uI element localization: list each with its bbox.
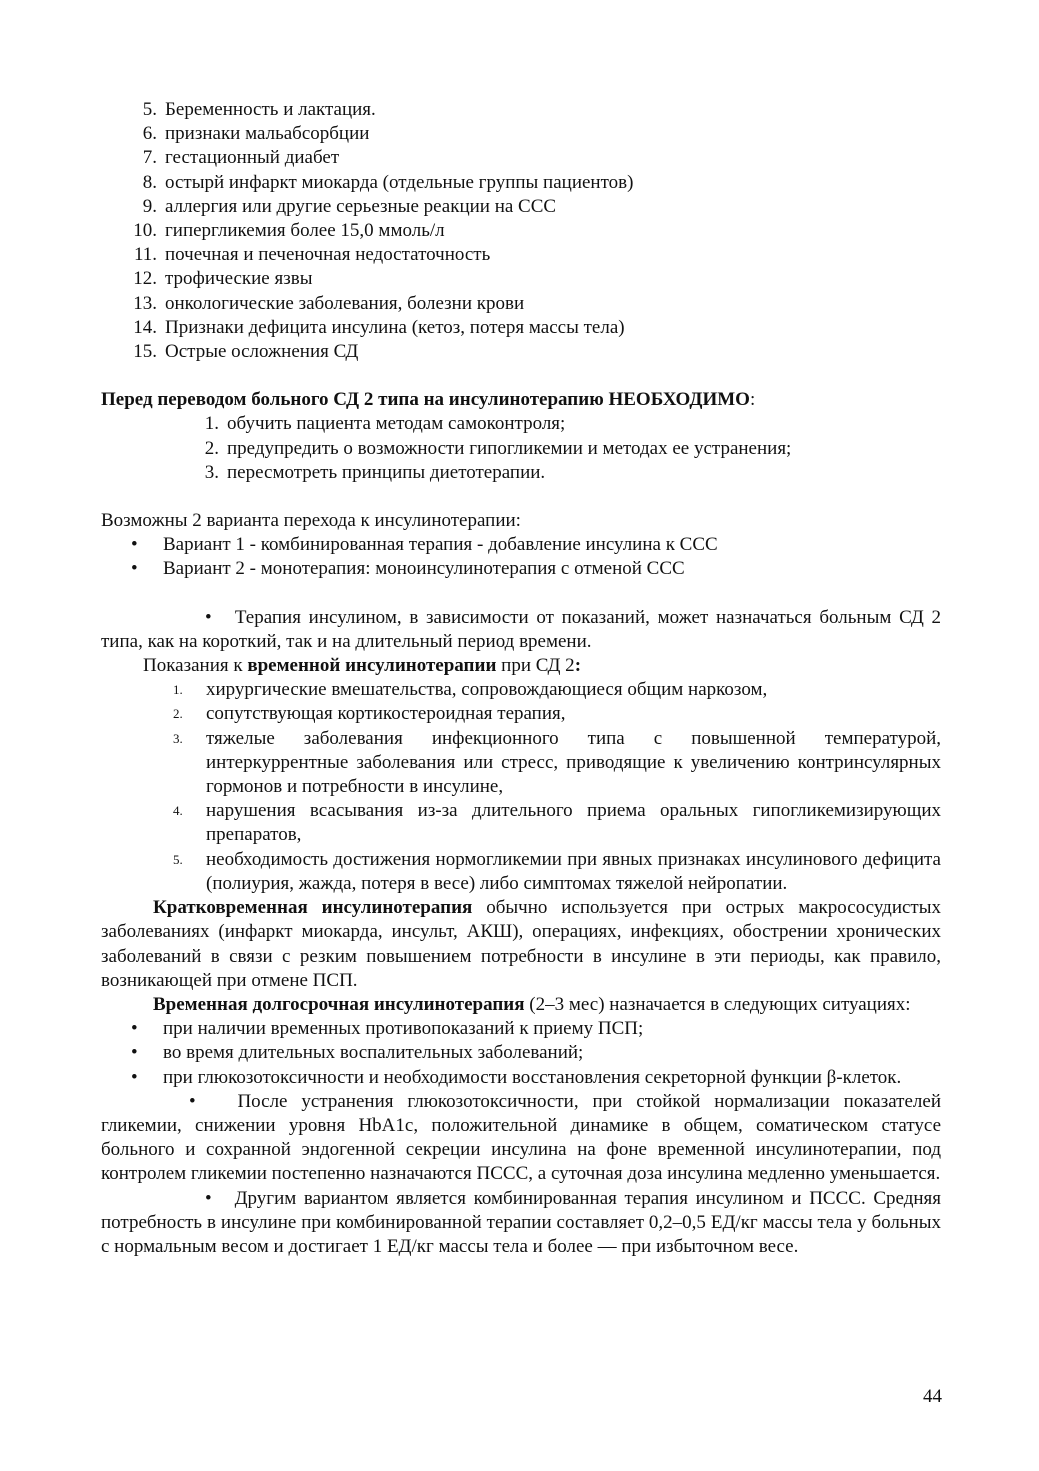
list-item: 4. нарушения всасывания из-за длительного приема оральных гипогликемизирующих препаратов, (173, 800, 941, 846)
list-item: 11. почечная и печеночная недостаточность (133, 244, 491, 266)
bullet-icon: • (205, 1187, 212, 1209)
list-item: 3. пересмотреть принципы диетотерапии. (204, 461, 546, 483)
therapy-paragraph: • Терапия инсулином, в зависимости от показаний, может назначаться больным СД 2 типа, как на короткий, так и на длительный период времени. (101, 606, 942, 652)
list-item: • Вариант 2 - монотерапия: моноинсулинотерапия с отменой ССС (131, 557, 941, 581)
list-item: 6. признаки мальабсорбции (142, 123, 370, 145)
list-item: 2. предупредить о возможности гипогликемии и методах ее устранения; (204, 437, 792, 459)
bullet-icon: • (205, 606, 212, 628)
list-item: 13. онкологические заболевания, болезни крови (133, 292, 525, 314)
bullet-icon: • (131, 1066, 138, 1088)
long-term-paragraph: Временная долгосрочная инсулинотерапия (2–3 мес) назначается в следующих ситуациях: (153, 993, 911, 1015)
bullet-icon: • (131, 558, 138, 580)
preparation-list (193, 412, 941, 485)
list-item: • во время длительных воспалительных заболеваний; (131, 1041, 941, 1065)
list-item: • при наличии временных противопоказаний к приему ПСП; (131, 1017, 941, 1041)
list-item: 7. гестационный диабет (142, 147, 340, 169)
list-item: 8. остырй инфаркт миокарда (отдельные группы пациентов) (142, 171, 634, 193)
temp-indications-list (173, 678, 941, 896)
list-item: 5. необходимость достижения нормогликемии при явных признаках инсулинового дефицита (полиурия, жажда, потеря в весе) либо симптомах тяжелой нейропатии. (173, 848, 941, 894)
short-term-paragraph: Кратковременная инсулинотерапия обычно используется при острых макрососудистых заболеваниях (инфаркт миокарда, инсульт, АКШ), операциях, инфекциях, обострении хронических заболеваний в связи с резким повышением потребности в инсулине в эти периоды, как правило, возникающей при отмене ПСП. (101, 897, 941, 991)
variants-list (131, 533, 941, 581)
list-item: 1. хирургические вмешательства, сопровождающиеся общим наркозом, (173, 679, 768, 701)
page-number: 44 (923, 1386, 942, 1407)
temp-indications-heading: Показания к временной инсулинотерапии при СД 2: (143, 655, 582, 677)
list-item: 9. аллергия или другие серьезные реакции на ССС (142, 195, 557, 217)
section-heading: Перед переводом больного СД 2 типа на инсулинотерапию НЕОБХОДИМО: (101, 389, 756, 411)
variants-intro: Возможны 2 варианта перехода к инсулинотерапии: (101, 510, 521, 532)
page-body (101, 98, 941, 1259)
after-paragraph: • После устранения глюкозотоксичности, при стойкой нормализации показателей гликемии, снижении уровня HbA1c, положительной динамике в общем, соматическом статусе больного и сохранной эндогенной секреции инсулина на фоне временной инсулинотерапии, под контролем гликемии постепенно назначаются ПССС, а суточная доза инсулина медленно уменьшается. (101, 1090, 941, 1185)
bullet-icon: • (131, 1018, 138, 1040)
long-term-list (131, 1017, 941, 1090)
list-item: • Вариант 1 - комбинированная терапия - добавление инсулина к ССС (131, 533, 941, 557)
list-item: • при глюкозотоксичности и необходимости восстановления секреторной функции β-клеток. (131, 1066, 941, 1090)
combined-therapy-paragraph: • Другим вариантом является комбинированная терапия инсулином и ПССС. Средняя потребность в инсулине при комбинированной терапии составляет 0,2–0,5 ЕД/кг массы тела у больных с нормальным весом и достигает 1 ЕД/кг массы тела и более — при избыточном весе. (101, 1187, 942, 1257)
list-item: 12. трофические язвы (133, 268, 313, 290)
list-item: 15. Острые осложнения СД (133, 341, 359, 363)
bullet-icon: • (131, 1042, 138, 1064)
bullet-icon: • (189, 1090, 196, 1112)
bullet-icon: • (131, 534, 138, 556)
list-item: 2. сопутствующая кортикостероидная терапия, (173, 703, 566, 725)
list-item: 14. Признаки дефицита инсулина (кетоз, потеря массы тела) (133, 316, 625, 338)
list-item: 1. обучить пациента методам самоконтроля; (204, 413, 566, 435)
list-item: 3. тяжелые заболевания инфекционного типа с повышенной температурой, интеркуррентные заболевания или стресс, приводящие к увеличению контринсулярных гормонов и потребности в инсулине, (173, 727, 941, 798)
contraindications-list (131, 98, 941, 364)
list-item: 10. гипергликемия более 15,0 ммоль/л (133, 220, 445, 242)
list-item: 5. Беременность и лактация. (142, 99, 376, 120)
